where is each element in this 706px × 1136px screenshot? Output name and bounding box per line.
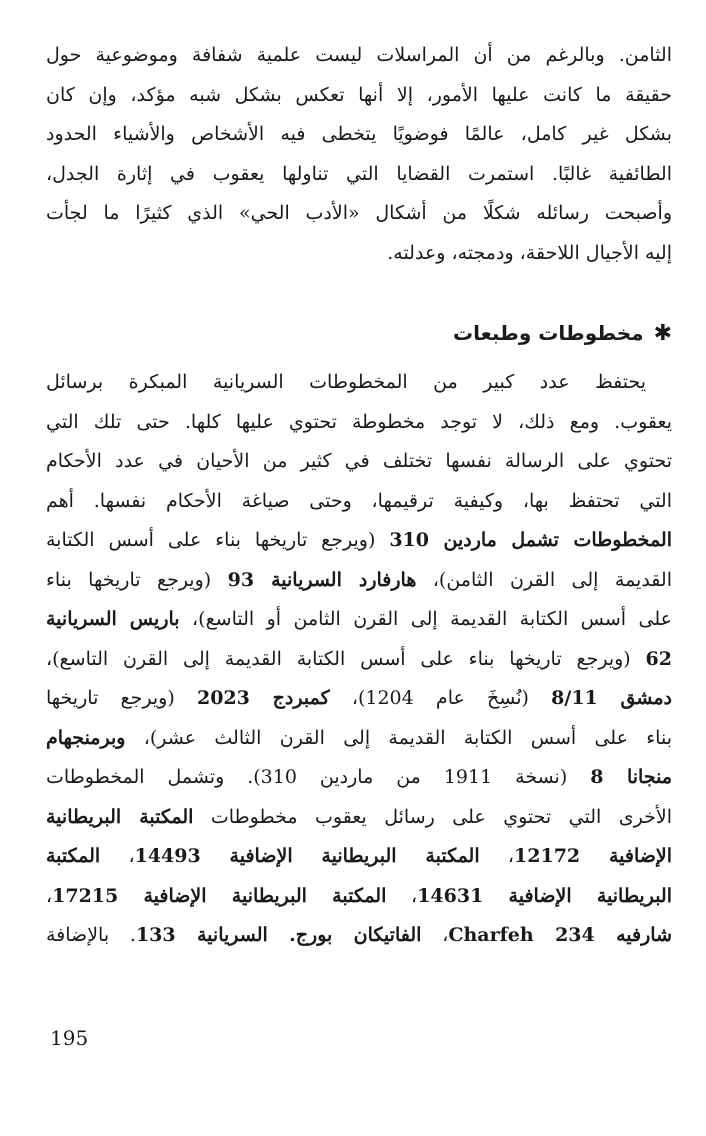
text-line — [46, 482, 672, 522]
bold-reference: منجانا 8 — [590, 766, 672, 788]
section-heading — [46, 313, 672, 353]
bold-reference: المكتبة البريطانية — [46, 805, 194, 828]
text-segment: (نُسِخَ عام 1204)، — [329, 687, 552, 709]
text-line: إليه الأجيال اللاحقة، ودمجته، وعدلته. — [387, 241, 672, 264]
text-line — [46, 363, 672, 403]
text-segment: يحتفظ عدد كبير من المخطوطات السريانية المبكرة برسائل — [46, 371, 646, 393]
text-line — [46, 877, 672, 917]
text-line — [46, 679, 672, 719]
text-line — [46, 758, 672, 798]
text-segment: (ويرجع تاريخها بناء على أسس الكتابة القديمة إلى القرن التاسع)، — [46, 647, 646, 670]
text-line — [46, 916, 672, 956]
text-line — [46, 442, 672, 482]
text-line — [46, 837, 672, 877]
text-line — [46, 521, 672, 561]
bold-reference: المكتبة البريطانية الإضافية 14493 — [134, 845, 480, 867]
bold-reference: كمبردج 2023 — [196, 687, 330, 709]
text-line — [46, 600, 672, 640]
text-segment: ، — [100, 845, 135, 867]
bold-reference: المكتبة البريطانية الإضافية 17215 — [52, 884, 387, 907]
text-segment: ، — [479, 845, 515, 867]
bold-reference: الإضافية 12172 — [514, 845, 672, 867]
text-segment: بناء على أسس الكتابة القديمة إلى القرن الثالث عشر)، — [125, 726, 672, 749]
text-line — [46, 719, 672, 759]
bold-reference: المكتبة — [46, 845, 101, 867]
text-segment: (ويرجع تاريخها بناء — [46, 568, 228, 591]
text-segment: يعقوب. ومع ذلك، لا توجد مخطوطة تحتوي عليها كلها. حتى تلك التي — [46, 410, 672, 433]
text-segment: . بالإضافة — [46, 924, 136, 946]
page-body — [46, 36, 672, 956]
bold-reference: باريس السريانية — [46, 608, 180, 630]
text-segment: ، — [386, 884, 418, 907]
bold-reference: 62 — [645, 647, 672, 670]
text-line: الثامن. وبالرغم من أن المراسلات ليست علمية شفافة وموضوعية حول — [46, 44, 672, 66]
asterisk-icon: ✱ — [653, 321, 672, 346]
text-segment: (ويرجع تاريخها بناء على أسس الكتابة — [46, 529, 390, 551]
text-line — [46, 561, 672, 601]
paragraph-2 — [46, 363, 672, 956]
text-segment: على أسس الكتابة القديمة إلى القرن الثامن أو التاسع)، — [179, 608, 672, 630]
text-segment: الأخرى التي تحتوي على رسائل يعقوب مخطوطات — [193, 805, 672, 828]
text-line: الطائفية غالبًا. استمرت القضايا التي تناولها يعقوب في إثارة الجدل، — [46, 162, 672, 185]
bold-reference: البريطانية الإضافية 14631 — [417, 884, 672, 907]
text-line — [46, 798, 672, 838]
bold-reference: دمشق 8/11 — [551, 687, 672, 709]
text-segment: ، — [421, 924, 449, 946]
paragraph-1 — [46, 36, 672, 273]
section-heading-text: مخطوطات وطبعات — [453, 321, 644, 345]
text-line: بشكل غير كامل، عالمًا فوضويًا يتخطى فيه الأشخاص والأشياء الحدود — [46, 123, 672, 145]
text-line — [46, 403, 672, 443]
text-segment: القديمة إلى القرن الثامن)، — [416, 568, 672, 591]
text-line: وأصبحت رسائله شكلًا من أشكال «الأدب الحي» الذي كثيرًا ما لجأت — [46, 202, 672, 224]
bold-reference: وبرمنجهام — [46, 726, 126, 749]
bold-reference: هارفارد السريانية 93 — [227, 568, 417, 591]
bold-reference: الفاتيكان بورج. السريانية 133 — [135, 924, 422, 946]
bold-reference: المخطوطات تشمل ماردين 310 — [389, 529, 672, 551]
text-segment: (نسخة 1911 من ماردين 310). وتشمل المخطوطات — [46, 766, 591, 788]
text-line: حقيقة ما كانت عليها الأمور، إلا أنها تعكس بشكل شبه مؤكد، وإن كان — [46, 83, 672, 106]
text-line — [46, 640, 672, 680]
text-segment: التي تحتفظ بها، وكيفية ترقيمها، وحتى صياغة الأحكام نفسها. أهم — [46, 489, 672, 512]
bold-reference: شارفيه 234 Charfeh — [448, 924, 672, 946]
text-segment: تحتوي على الرسالة نفسها تختلف في كثير من الأحيان في عدد الأحكام — [46, 450, 672, 472]
text-segment: ، — [46, 884, 53, 907]
text-segment: (ويرجع تاريخها — [46, 687, 197, 709]
page-number: 195 — [50, 1026, 89, 1050]
